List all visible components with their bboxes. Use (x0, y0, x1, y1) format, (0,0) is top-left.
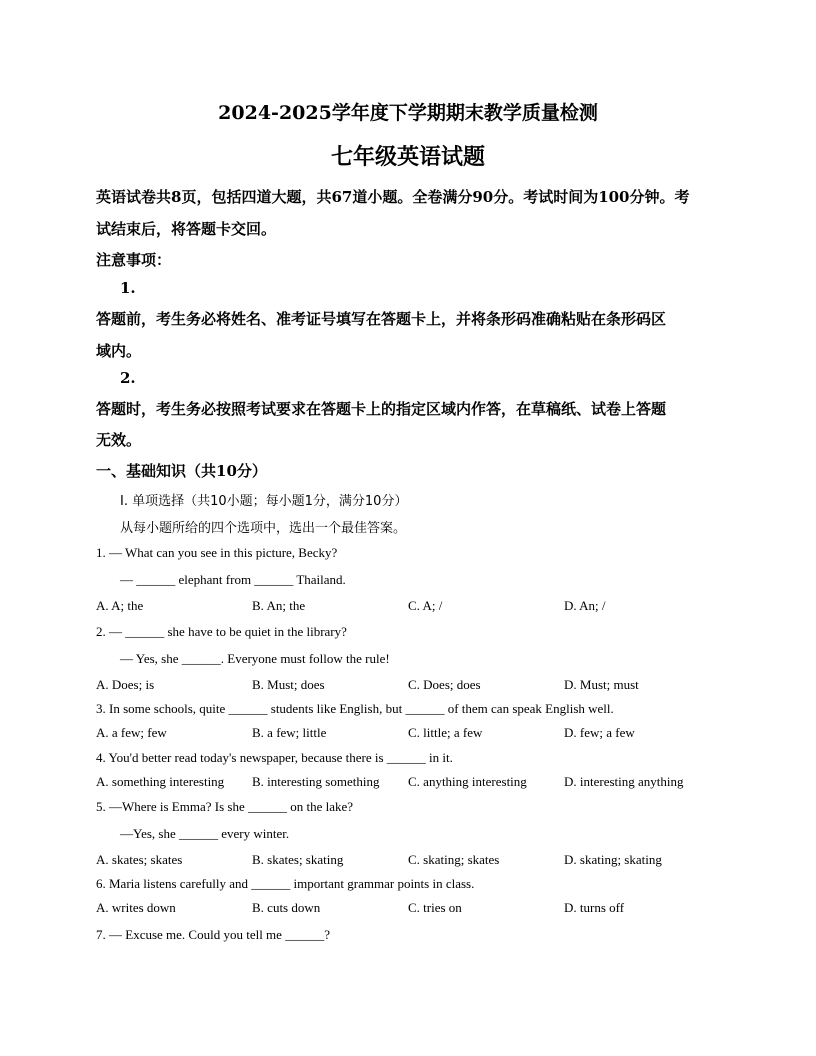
question-4-option-d: D. interesting anything (564, 774, 684, 789)
question-2-option-d: D. Must; must (564, 677, 639, 692)
question-3-option-c: C. little; a few (408, 725, 483, 740)
question-3-option-d: D. few; a few (564, 725, 635, 740)
section-1-heading: 一、基础知识（共10分） (96, 462, 267, 480)
question-1-option-c: C. A; / (408, 598, 443, 613)
exam-subtitle: 七年级英语试题 (330, 144, 485, 170)
note-1-number: 1. (120, 279, 136, 297)
question-1-option-a: A. A; the (96, 598, 144, 613)
question-4-option-c: C. anything interesting (408, 774, 527, 789)
question-3-option-a: A. a few; few (96, 725, 167, 740)
question-3-option-b: B. a few; little (252, 725, 327, 740)
question-5-text: 5. —Where is Emma? Is she ______ on the lake? (96, 799, 354, 814)
note-2-line-1: 答题时，考生务必按照考试要求在答题卡上的指定区域内作答，在草稿纸、试卷上答题 (96, 400, 667, 418)
question-2-text: 2. — ______ she have to be quiet in the library? (96, 624, 347, 639)
question-1-option-b: B. An; the (252, 598, 306, 613)
question-3-text: 3. In some schools, quite ______ students like English, but ______ of them can speak English well. (96, 701, 614, 716)
question-5-reply: —Yes, she ______ every winter. (120, 826, 290, 841)
question-4-option-a: A. something interesting (96, 774, 225, 789)
part-1-instruction: 从每小题所给的四个选项中，选出一个最佳答案。 (120, 521, 407, 536)
question-5-option-b: B. skates; skating (252, 852, 344, 867)
question-1-option-d: D. An; / (564, 598, 606, 613)
question-2-option-c: C. Does; does (408, 677, 481, 692)
note-1-line-2: 域内。 (96, 342, 142, 360)
question-5-option-a: A. skates; skates (96, 852, 183, 867)
note-1-line-1: 答题前，考生务必将姓名、准考证号填写在答题卡上，并将条形码准确粘贴在条形码区 (96, 310, 667, 328)
question-2-option-b: B. Must; does (252, 677, 325, 692)
question-6-option-d: D. turns off (564, 900, 625, 915)
note-2-number: 2. (120, 369, 136, 387)
question-1-text: 1. — What can you see in this picture, Becky? (96, 545, 338, 560)
question-2-reply: — Yes, she ______. Everyone must follow the rule! (120, 651, 390, 666)
question-1-reply: — ______ elephant from ______ Thailand. (120, 572, 346, 587)
question-2-option-a: A. Does; is (96, 677, 155, 692)
intro-line-1: 英语试卷共8页，包括四道大题，共67道小题。全卷满分90分。考试时间为100分钟。考 (96, 188, 690, 206)
question-7-text: 7. — Excuse me. Could you tell me ______? (96, 927, 330, 942)
question-4-option-b: B. interesting something (252, 774, 380, 789)
exam-title: 2024-2025学年度下学期期末教学质量检测 (218, 102, 598, 124)
note-2-line-2: 无效。 (96, 431, 142, 449)
notes-heading: 注意事项： (96, 251, 172, 269)
part-1-title: I. 单项选择（共10小题；每小题1分，满分10分） (120, 494, 408, 509)
question-4-text: 4. You'd better read today's newspaper, because there is ______ in it. (96, 750, 453, 765)
question-6-option-c: C. tries on (408, 900, 462, 915)
question-6-option-b: B. cuts down (252, 900, 321, 915)
question-5-option-c: C. skating; skates (408, 852, 500, 867)
question-5-option-d: D. skating; skating (564, 852, 662, 867)
question-6-option-a: A. writes down (96, 900, 176, 915)
question-6-text: 6. Maria listens carefully and ______ important grammar points in class. (96, 876, 475, 891)
intro-line-2: 试结束后，将答题卡交回。 (96, 220, 277, 238)
